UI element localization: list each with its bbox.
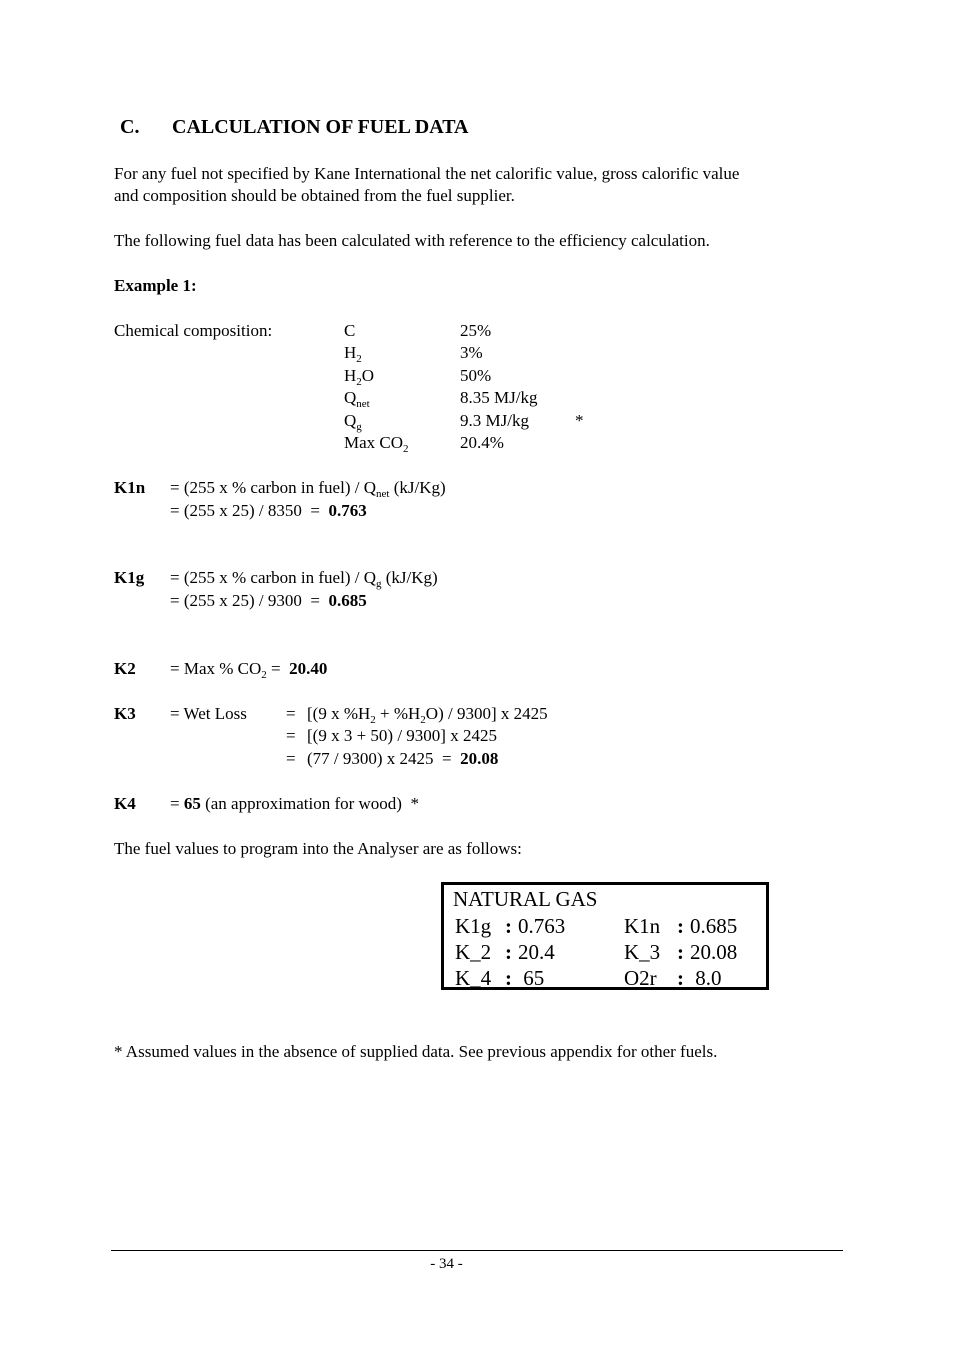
display-k2-value: 20.4 [518,940,555,964]
example-label: Example 1: [114,276,197,295]
k1n-calculation: = (255 x 25) / 8350 = 0.763 [170,501,367,520]
k3-description: = Wet Loss [170,704,247,723]
k1g-formula: = (255 x % carbon in fuel) / $Q_g$ (kJ/Kg) [170,568,438,590]
intro-line-2: and composition should be obtained from the fuel supplier. [114,186,515,205]
comp-name-c: C [344,321,356,340]
display-colon: : [677,966,684,990]
display-colon: : [505,966,512,990]
k3-label: K3 [114,704,136,723]
k2-label: K2 [114,659,136,678]
comp-name-h2: $H_2$ [344,343,362,365]
comp-name-qg: $Q_g$ [344,411,362,433]
k1g-calculation: = (255 x 25) / 9300 = 0.685 [170,591,367,610]
k3-formula-3: (77 / 9300) x 2425 = 20.08 [307,749,499,768]
comp-value-qnet: 8.35 MJ/kg [460,388,538,407]
k4-formula: = 65 (an approximation for wood) * [170,794,419,813]
display-k1g-key: K1g [455,914,492,938]
k3-formula-1: [(9 x $\%H_2 + \%H_2O) / 9300$] x 2425 [307,704,548,726]
comp-name-h2o: $H_2O$ [344,366,375,388]
display-o2r-key: O2r [624,966,657,990]
section-title: CALCULATION OF FUEL DATA [172,116,469,138]
k1n-label: K1n [114,478,146,497]
page-number: - 34 - [430,1256,463,1272]
comp-name-maxco2: Max $CO_2$ [344,433,409,455]
k1n-formula: = (255 x % carbon in fuel) / $Q_{net}$ (kJ/Kg) [170,478,446,500]
display-k1n-value: 0.685 [690,914,738,938]
section-letter: C. [120,116,140,138]
display-k4-key: K_4 [455,966,492,990]
comp-value-qg: 9.3 MJ/kg [460,411,529,430]
footer-divider [111,1250,843,1251]
display-o2r-value: 8.0 [690,966,722,990]
k1g-result: 0.685 [328,591,367,610]
display-colon: : [677,940,684,964]
display-k3-value: 20.08 [690,940,738,964]
display-colon: : [677,914,684,938]
k3-equals-2: = [286,726,296,745]
display-colon: : [505,914,512,938]
footnote: * Assumed values in the absence of supplied data. See previous appendix for other fuels. [114,1042,718,1061]
k1g-label: K1g [114,568,145,587]
display-k1g-value: 0.763 [518,914,566,938]
intro-line-1: For any fuel not specified by Kane International the net calorific value, gross calorific value [114,164,740,183]
display-k1n-key: K1n [624,914,661,938]
display-k3-key: K_3 [624,940,661,964]
display-k4-value: 65 [518,966,545,990]
k3-equals-1: = [286,704,296,723]
display-k2-key: K_2 [455,940,492,964]
comp-note-qg: * [575,411,584,430]
display-title: NATURAL GAS [453,887,598,911]
comp-value-h2o: 50% [460,366,492,385]
comp-value-c: 25% [460,321,492,340]
comp-value-maxco2: 20.4% [460,433,504,452]
k2-result: 20.40 [289,659,328,678]
comp-name-qnet: $Q_{net}$ [344,388,370,410]
k2-formula: = Max % $CO_2 = 20.40$ [170,659,328,681]
intro-line-3: The following fuel data has been calculated with reference to the efficiency calculation. [114,231,710,250]
k3-result: 20.08 [460,749,499,768]
k4-label: K4 [114,794,136,813]
analyser-display [441,882,769,990]
k3-equals-3: = [286,749,296,768]
comp-value-h2: 3% [460,343,483,362]
k1n-result: 0.763 [328,501,367,520]
composition-label: Chemical composition: [114,321,273,340]
k4-value: 65 [183,794,201,813]
program-instructions: The fuel values to program into the Analyser are as follows: [114,839,522,858]
k3-formula-2: [(9 x 3 + 50) / 9300] x 2425 [307,726,497,745]
display-colon: : [505,940,512,964]
